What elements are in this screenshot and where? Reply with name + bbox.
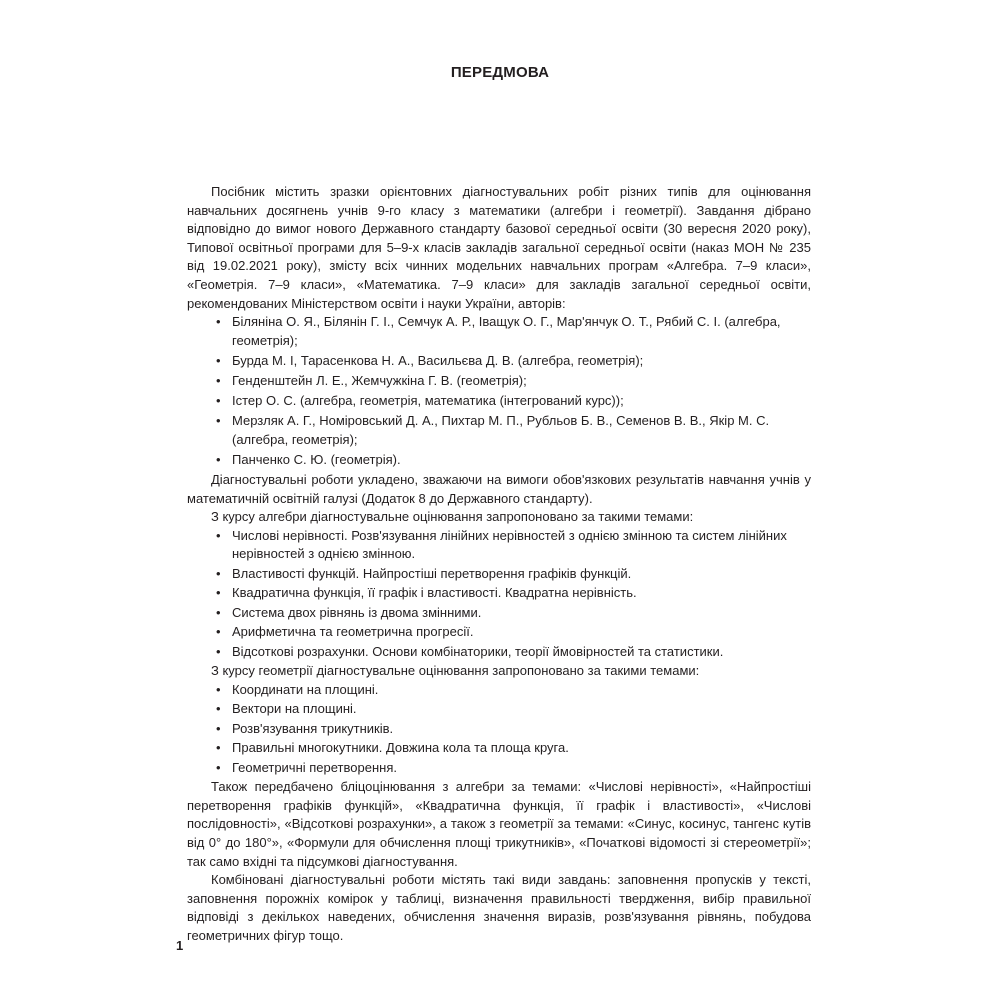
- list-item: • Координати на площині.: [187, 681, 811, 700]
- bullet-icon: •: [216, 372, 221, 388]
- bullet-icon: •: [216, 352, 221, 368]
- page-title: ПЕРЕДМОВА: [450, 64, 550, 81]
- bullet-icon: •: [216, 759, 221, 775]
- bullet-icon: •: [216, 740, 221, 756]
- list-item: • Числові нерівності. Розв'язування лінійних нерівностей з однією змінною та систем лінійних нерівностей з однією змінною.: [216, 527, 787, 562]
- algebra-intro: З курсу алгебри діагностувальне оцінювання запропоновано за такими темами:: [211, 509, 694, 525]
- bullet-icon: •: [216, 413, 221, 429]
- list-item: • Генденштейн Л. Е., Жемчужкіна Г. В. (геометрія);: [187, 372, 811, 391]
- bullet-icon: •: [216, 681, 221, 697]
- geometry-intro: З курсу геометрії діагностувальне оцінювання запропоновано за такими темами:: [211, 663, 700, 679]
- authors-list: [187, 313, 811, 469]
- bullet-icon: •: [216, 393, 221, 409]
- list-item: • Панченко С. Ю. (геометрія).: [187, 451, 811, 470]
- bullet-icon: •: [216, 451, 221, 467]
- list-item: • Відсоткові розрахунки. Основи комбінаторики, теорії ймовірностей та статистики.: [187, 643, 811, 662]
- bullet-icon: •: [216, 604, 221, 620]
- bullet-icon: •: [216, 585, 221, 601]
- blitz-paragraph: Також передбачено бліцоцінювання з алгебри за темами: «Числові нерівності», «Найпростіші перетворення графіків функцій», «Квадратична функція, її графік і властивості», «Числові послідовності», «Відсоткові розрахунки», а також з геометрії за темами: «Синус, косинус, тангенс кутів від 0° до 180°», «Формули для обчислення площі трикутників», «Початкові відомості зі стереометрії»; так само вхідні та підсумкові діагностування.: [187, 779, 811, 869]
- list-item: • Правильні многокутники. Довжина кола та площа круга.: [187, 739, 811, 758]
- list-item: • Розв'язування трикутників.: [187, 720, 811, 739]
- list-item: • Геометричні перетворення.: [187, 759, 811, 778]
- bullet-icon: •: [216, 527, 221, 543]
- combined-paragraph: Комбіновані діагностувальні роботи містять такі види завдань: заповнення пропусків у тексті, заповнення порожніх комірок у таблиці, визначення правильності твердження, вибір правильної відповіді з декількох наведених, обчислення значення виразів, розв'язування рівнянь, побудова геометричних фігур тощо.: [187, 872, 811, 943]
- bullet-icon: •: [216, 701, 221, 717]
- list-item: • Система двох рівнянь із двома змінними.: [187, 604, 811, 623]
- list-item: • Біляніна О. Я., Білянін Г. І., Семчук А. Р., Іващук О. Г., Мар'янчук О. Т., Рябий С. І. (алгебра, геометрія);: [216, 314, 781, 348]
- list-item: • Мерзляк А. Г., Номіровський Д. А., Пихтар М. П., Рубльов Б. В., Семенов В. В., Якір М. С. (алгебра, геометрія);: [216, 413, 770, 447]
- algebra-topics-list: [187, 527, 811, 662]
- list-item: • Істер О. С. (алгебра, геометрія, математика (інтегрований курс));: [187, 392, 811, 411]
- list-item: • Арифметична та геометрична прогресії.: [187, 623, 811, 642]
- intro-paragraph: Посібник містить зразки орієнтовних діагностувальних робіт різних типів для оцінювання навчальних досягнень учнів 9-го класу з математики (алгебри і геометрії). Завдання дібрано відповідно до вимог нового Державного стандарту базової середньої освіти (30 вересня 2020 року), Типової освітньої програми для 5–9-х класів закладів загальної середньої освіти (наказ МОН № 235 від 19.02.2021 року), змісту всіх чинних модельних навчальних програм «Алгебра. 7–9 класи», «Геометрія. 7–9 класи», «Математика. 7–9 класи» для закладів загальної середньої освіти, рекомендованих Міністерством освіти і науки України, авторів:: [187, 184, 811, 311]
- list-item: • Бурда М. І, Тарасенкова Н. А., Васильєва Д. В. (алгебра, геометрія);: [187, 352, 811, 371]
- list-item: • Квадратична функція, її графік і властивості. Квадратна нерівність.: [187, 584, 811, 603]
- requirements-paragraph: Діагностувальні роботи укладено, зважаючи на вимоги обов'язкових результатів навчання учнів у математичній освітній галузі (Додаток 8 до Державного стандарту).: [187, 471, 811, 506]
- geometry-topics-list: [187, 681, 811, 778]
- page-number: 1: [176, 938, 184, 953]
- bullet-icon: •: [216, 314, 221, 330]
- bullet-icon: •: [216, 624, 221, 640]
- preface-body: [187, 183, 811, 946]
- list-item: • Властивості функцій. Найпростіші перетворення графіків функцій.: [187, 565, 811, 584]
- bullet-icon: •: [216, 565, 221, 581]
- bullet-icon: •: [216, 720, 221, 736]
- list-item: • Вектори на площині.: [187, 700, 811, 719]
- bullet-icon: •: [216, 643, 221, 659]
